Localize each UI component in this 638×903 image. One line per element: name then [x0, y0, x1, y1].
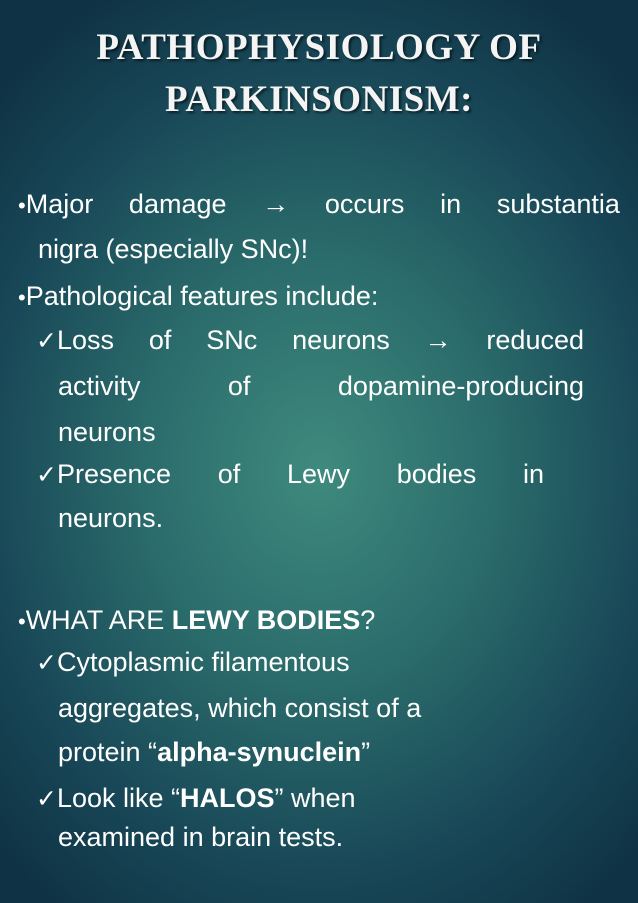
check-item-cytoplasmic — [36, 642, 350, 683]
text-word: Lewy — [286, 459, 350, 489]
text-word: neurons — [292, 325, 390, 355]
check-item-cytoplasmic-cont2 — [58, 732, 370, 772]
text-word: of — [148, 325, 172, 355]
text-word: bodies — [396, 459, 477, 489]
check-item-loss — [36, 320, 584, 361]
bullet-pathological-features — [18, 276, 378, 318]
check-icon: ✓ — [36, 461, 57, 489]
arrow-icon: → — [262, 189, 290, 219]
text-span: ” — [361, 737, 371, 767]
text-word: substantia — [496, 189, 620, 219]
text-span: Look like “ — [56, 783, 181, 813]
bullet-text: Pathological features include: — [25, 281, 379, 311]
text-word: Loss — [56, 325, 114, 355]
text-word: in — [522, 459, 544, 489]
bullet-icon: • — [18, 609, 26, 634]
text-word: of — [217, 459, 241, 489]
text-word: activity — [58, 371, 141, 401]
bullet-what-are-lewy-bodies — [18, 600, 375, 642]
bullet-icon: • — [18, 285, 26, 310]
text-word: of — [227, 371, 251, 401]
text-span: protein “ — [58, 737, 158, 767]
arrow-icon: → — [424, 325, 452, 355]
check-item-loss-cont — [58, 366, 584, 406]
check-icon: ✓ — [36, 785, 57, 813]
bold-term: LEWY BODIES — [171, 605, 361, 635]
bullet-major-damage-cont: nigra (especially SNc)! — [38, 234, 309, 264]
bullet-major-damage — [18, 184, 620, 226]
text-word: reduced — [486, 325, 584, 355]
text-span: WHAT ARE — [25, 605, 172, 635]
title-line-1: PATHOPHYSIOLOGY OF — [96, 27, 542, 68]
text-word: occurs — [324, 189, 405, 219]
text-word: Presence — [56, 459, 172, 489]
check-item-presence — [36, 454, 544, 495]
text-span: Cytoplasmic filamentous — [56, 647, 350, 677]
page-title — [0, 22, 638, 126]
text-span: ? — [360, 605, 376, 635]
text-word: in — [440, 189, 462, 219]
check-item-presence-cont: neurons. — [58, 503, 164, 533]
bullet-icon: • — [18, 193, 26, 218]
check-icon: ✓ — [36, 327, 57, 355]
bold-term: HALOS — [180, 783, 275, 813]
text-word: Major — [25, 189, 94, 219]
text-word: SNc — [206, 325, 258, 355]
check-icon: ✓ — [36, 649, 57, 677]
text-span: ” when — [274, 783, 356, 813]
text-word: damage — [128, 189, 227, 219]
bold-term: alpha-synuclein — [157, 737, 362, 767]
title-line-2: PARKINSONISM: — [165, 79, 473, 120]
check-item-halos — [36, 778, 356, 819]
check-item-loss-cont2: neurons — [58, 417, 156, 447]
check-item-halos-cont: examined in brain tests. — [58, 822, 344, 852]
check-item-cytoplasmic-cont: aggregates, which consist of a — [58, 693, 422, 723]
text-word: dopamine-producing — [337, 371, 584, 401]
